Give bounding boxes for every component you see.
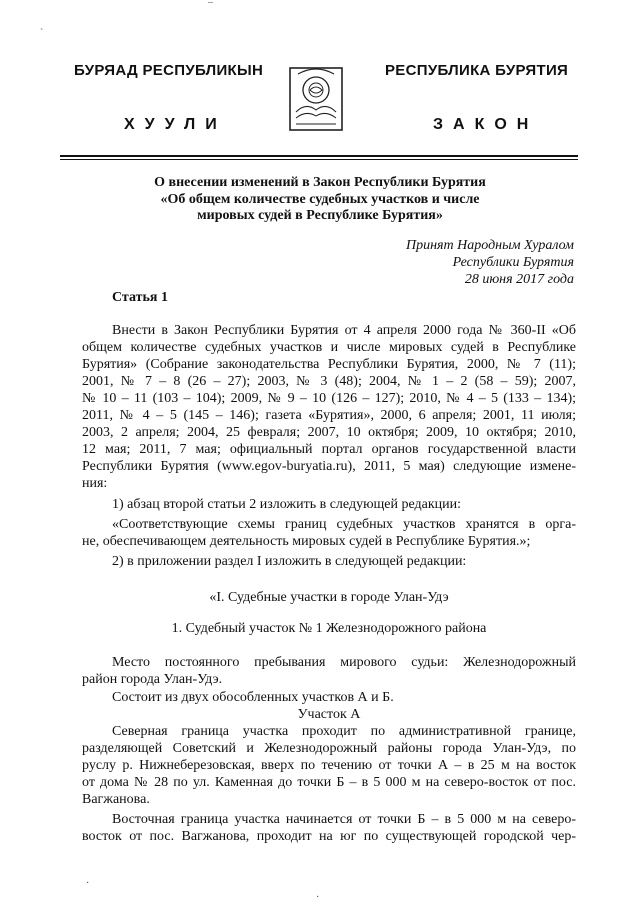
header-rule-thick <box>60 155 578 157</box>
body-line: Состоит из двух обособленных участков А и Б. <box>112 690 394 705</box>
body-line: 2011, № 4 – 5 (145 – 146); газета «Бурятия», 2000, 6 апреля; 2001, 11 июля; <box>82 408 576 423</box>
body-line: 12 мая; 2011, 7 мая; официальный портал органов государственной власти <box>82 442 576 457</box>
body-line: не, обеспечивающем деятельность мировых судей в Республике Бурятия.»; <box>82 534 531 549</box>
body-line: «Соответствующие схемы границ судебных участков хранятся в орга- <box>112 517 576 532</box>
header-left-top: БУРЯАД РЕСПУБЛИКЫН <box>74 62 264 79</box>
header-left-bottom: ХУУЛИ <box>124 116 227 133</box>
body-line: от дома № 28 по ул. Каменная до точки Б – в 5 000 м на северо-восток от пос. <box>82 775 576 790</box>
body-line: общем количестве судебных участков и числе мировых судей в Республике <box>82 340 576 355</box>
law-title <box>90 175 550 225</box>
adoption-note-line: Республики Бурятия <box>452 255 574 270</box>
law-title-line: мировых судей в Республике Бурятия» <box>197 208 443 223</box>
body-line: Республики Бурятия (www.egov-buryatia.ru), 2011, 5 мая) следующие измене- <box>82 459 576 474</box>
scan-mark: ˋ <box>40 28 44 39</box>
body-line: район города Улан-Удэ. <box>82 672 223 687</box>
body-line: восток от пос. Вагжанова, проходит на юг по существующей городской чер- <box>82 829 576 844</box>
body-line: Восточная граница участка начинается от точки Б – в 5 000 м на северо- <box>112 812 576 827</box>
scan-mark: · <box>86 878 90 889</box>
plot-heading: Участок А <box>297 707 361 722</box>
body-line: Внести в Закон Республики Бурятия от 4 апреля 2000 года № 360-II «Об <box>112 323 576 338</box>
section-heading: «I. Судебные участки в городе Улан-Удэ <box>209 590 449 605</box>
body-line: 2003, 2 апреля; 2004, 25 февраля; 2007, 10 октября; 2009, 10 октября; 2010, <box>82 425 576 440</box>
body-line: ния: <box>82 476 108 491</box>
body-line: Бурятия» (Собрание законодательства Республики Бурятия, 2000, № 7 (11); <box>82 357 576 372</box>
body-line: 2) в приложении раздел I изложить в следующей редакции: <box>112 554 467 569</box>
scan-mark: · <box>316 892 320 903</box>
header-rule-thin <box>60 159 578 160</box>
coat-of-arms-emblem <box>286 60 346 134</box>
body-line: руслу р. Нижнеберезовская, вверх по течению от точки А – в 25 м на восток <box>82 758 576 773</box>
adoption-note-line: 28 июня 2017 года <box>464 272 574 287</box>
adoption-note <box>406 237 574 288</box>
body-line: разделяющей Советский и Железнодорожный районы города Улан-Удэ, по <box>82 741 576 756</box>
subsection-heading: 1. Судебный участок № 1 Железнодорожного района <box>171 621 487 636</box>
law-title-line: «Об общем количестве судебных участков и числе <box>160 191 480 207</box>
header-right-bottom: ЗАКОН <box>433 116 539 133</box>
body-line: 2001, № 7 – 8 (26 – 27); 2003, № 3 (48); 2004, № 1 – 2 (58 – 59); 2007, <box>82 374 576 389</box>
body-line: Место постоянного пребывания мирового судьи: Железнодорожный <box>112 655 576 670</box>
header-right-top: РЕСПУБЛИКА БУРЯТИЯ <box>385 62 569 79</box>
body-line: № 10 – 11 (103 – 104); 2009, № 9 – 10 (126 – 127); 2010, № 4 – 5 (133 – 134); <box>82 391 576 406</box>
scan-mark: ¯ <box>208 2 213 13</box>
body-line: Северная граница участка проходит по административной границе, <box>112 724 576 739</box>
body-line: 1) абзац второй статьи 2 изложить в следующей редакции: <box>112 497 462 512</box>
law-title-line: О внесении изменений в Закон Республики Бурятия <box>154 175 486 190</box>
body-line: Вагжанова. <box>82 792 150 807</box>
adoption-note-line: Принят Народным Хуралом <box>405 238 574 253</box>
article-heading: Статья 1 <box>112 290 168 305</box>
